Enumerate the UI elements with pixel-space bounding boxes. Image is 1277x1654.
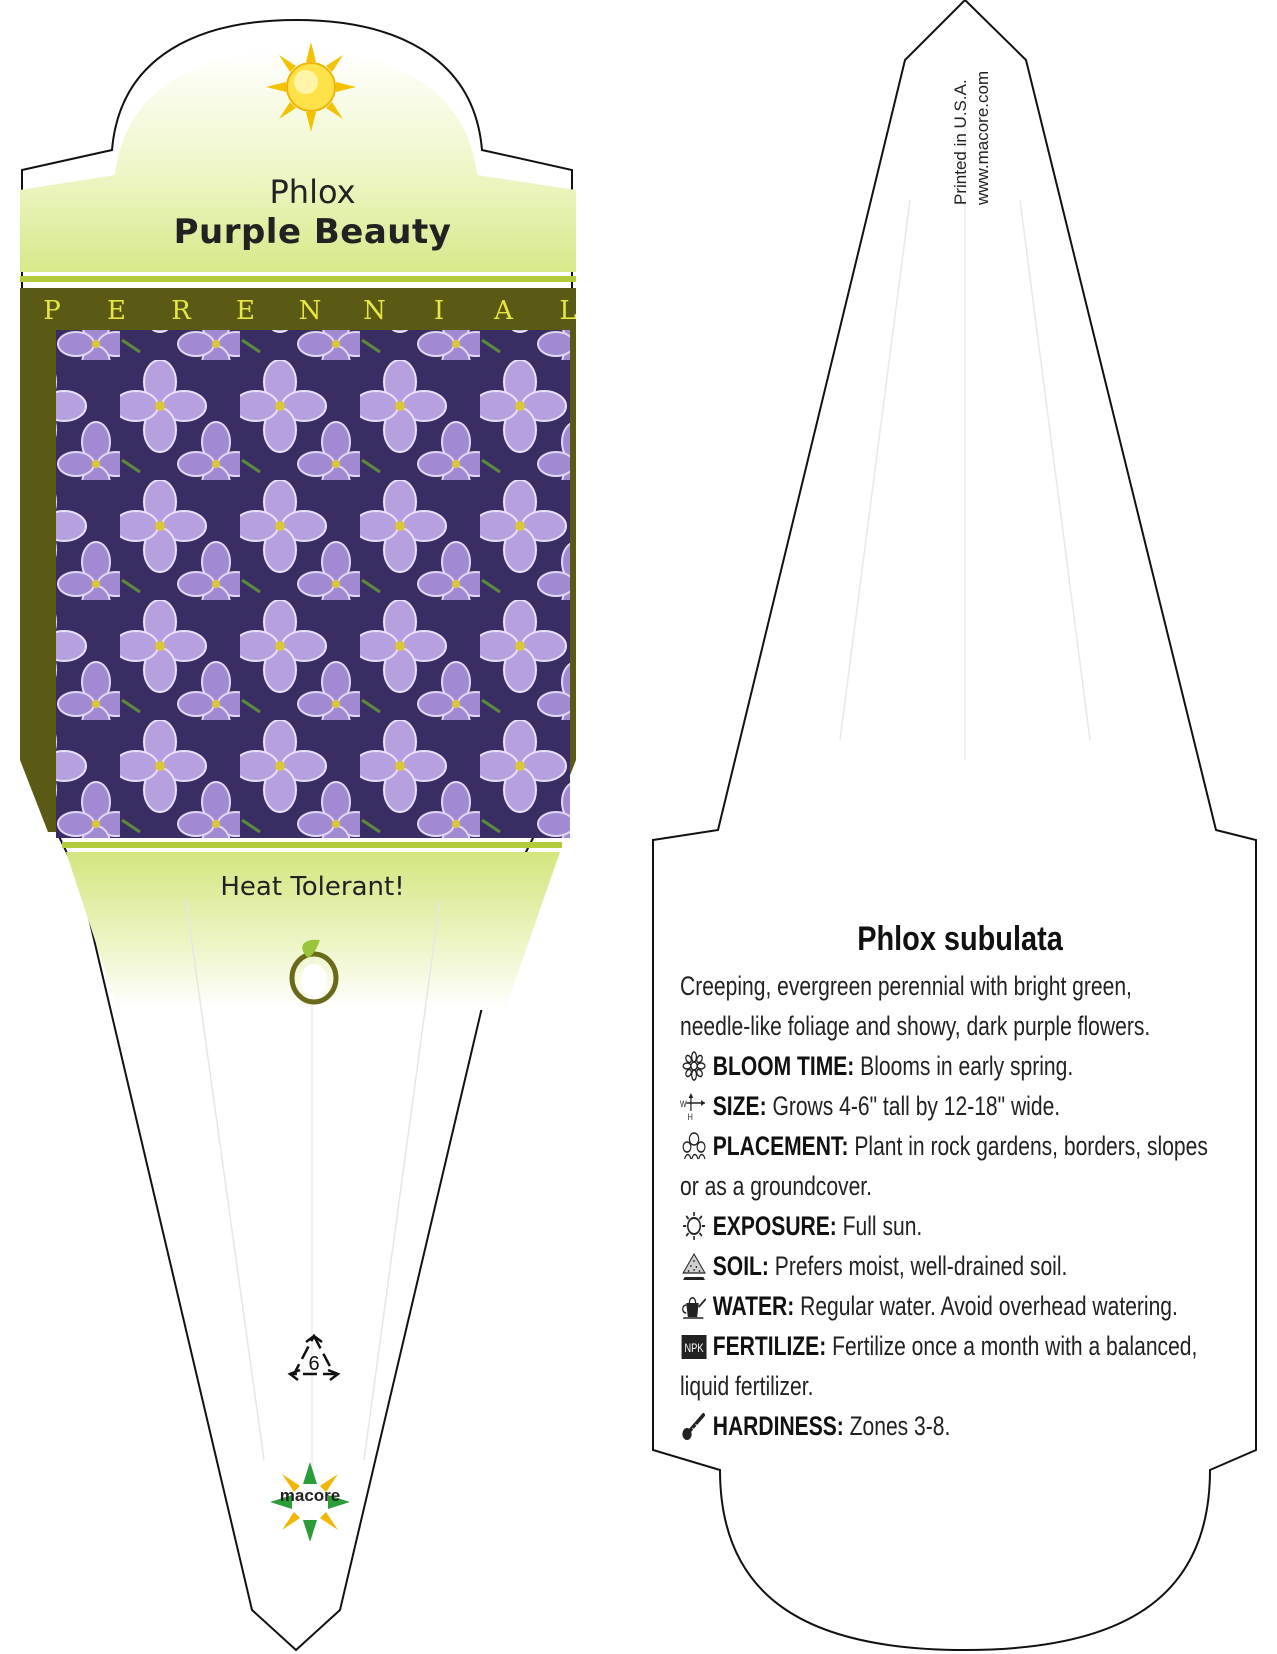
category-letter: A bbox=[494, 296, 513, 326]
npk-icon-text: NPK bbox=[684, 1341, 704, 1356]
exposure-row bbox=[680, 1206, 1132, 1246]
macore-logo-text: macore bbox=[279, 1486, 341, 1505]
size-text: Grows 4-6" tall by 12-18" wide. bbox=[772, 1091, 1061, 1121]
description-line: Creeping, evergreen perennial with bright green, bbox=[680, 971, 1132, 1001]
svg-text:H: H bbox=[687, 1112, 693, 1121]
plant-genus: Phlox bbox=[269, 173, 356, 211]
recycle-code: 6 bbox=[308, 1353, 320, 1375]
tagline: Heat Tolerant! bbox=[220, 872, 405, 902]
category-letter: E bbox=[236, 296, 255, 326]
placement-icon bbox=[680, 1131, 708, 1161]
care-info bbox=[680, 966, 1260, 1446]
soil-label: SOIL: bbox=[712, 1251, 769, 1281]
water-text: Regular water. Avoid overhead watering. bbox=[800, 1291, 1178, 1321]
sprout-icon bbox=[286, 936, 342, 1006]
soil-row bbox=[680, 1246, 1132, 1286]
npk-icon bbox=[680, 1331, 708, 1361]
flower-photo bbox=[56, 330, 570, 838]
bloom-text: Blooms in early spring. bbox=[860, 1051, 1074, 1081]
exposure-text: Full sun. bbox=[842, 1211, 923, 1241]
fertilize-text-cont: liquid fertilizer. bbox=[680, 1371, 814, 1401]
placement-text-cont: or as a groundcover. bbox=[680, 1171, 873, 1201]
soil-text: Prefers moist, well-drained soil. bbox=[774, 1251, 1068, 1281]
category-band bbox=[40, 296, 580, 326]
placement-text: Plant in rock gardens, borders, slopes bbox=[854, 1131, 1208, 1161]
category-letter: L bbox=[559, 296, 577, 326]
width-height-icon bbox=[680, 1091, 708, 1121]
printed-notice bbox=[950, 71, 994, 205]
sun-icon bbox=[266, 42, 356, 132]
water-row bbox=[680, 1286, 1178, 1326]
fertilize-label: FERTILIZE: bbox=[712, 1331, 827, 1361]
category-letter: P bbox=[43, 296, 61, 326]
category-letter: I bbox=[433, 296, 445, 326]
category-letter: N bbox=[298, 296, 322, 326]
category-letter: R bbox=[171, 296, 191, 326]
exposure-label: EXPOSURE: bbox=[712, 1211, 837, 1241]
printed-in: Printed in U.S.A. bbox=[951, 79, 970, 205]
plant-cultivar: Purple Beauty bbox=[173, 212, 452, 252]
fertilize-text: Fertilize once a month with a balanced, bbox=[832, 1331, 1198, 1361]
water-label: WATER: bbox=[712, 1291, 795, 1321]
placement-row bbox=[680, 1126, 1208, 1166]
flower-icon bbox=[680, 1051, 708, 1081]
svg-text:W: W bbox=[680, 1099, 687, 1110]
placement-label: PLACEMENT: bbox=[712, 1131, 849, 1161]
watering-can-icon bbox=[680, 1291, 708, 1321]
scientific-name: Phlox subulata bbox=[857, 920, 1063, 958]
hardiness-row bbox=[680, 1406, 1132, 1446]
size-row bbox=[680, 1086, 1132, 1126]
description-line: needle-like foliage and showy, dark purple flowers. bbox=[680, 1011, 1151, 1041]
category-letter: N bbox=[363, 296, 386, 326]
fertilize-row bbox=[680, 1326, 1198, 1366]
bloom-label: BLOOM TIME: bbox=[712, 1051, 855, 1081]
sun-outline-icon bbox=[680, 1211, 708, 1241]
soil-icon bbox=[680, 1251, 708, 1281]
hardiness-label: HARDINESS: bbox=[712, 1411, 844, 1441]
bloom-time-row bbox=[680, 1046, 1132, 1086]
category-letter: E bbox=[107, 296, 126, 326]
thermometer-icon bbox=[680, 1411, 708, 1441]
hardiness-text: Zones 3-8. bbox=[849, 1411, 951, 1441]
size-label: SIZE: bbox=[712, 1091, 767, 1121]
website: www.macore.com bbox=[973, 70, 992, 205]
